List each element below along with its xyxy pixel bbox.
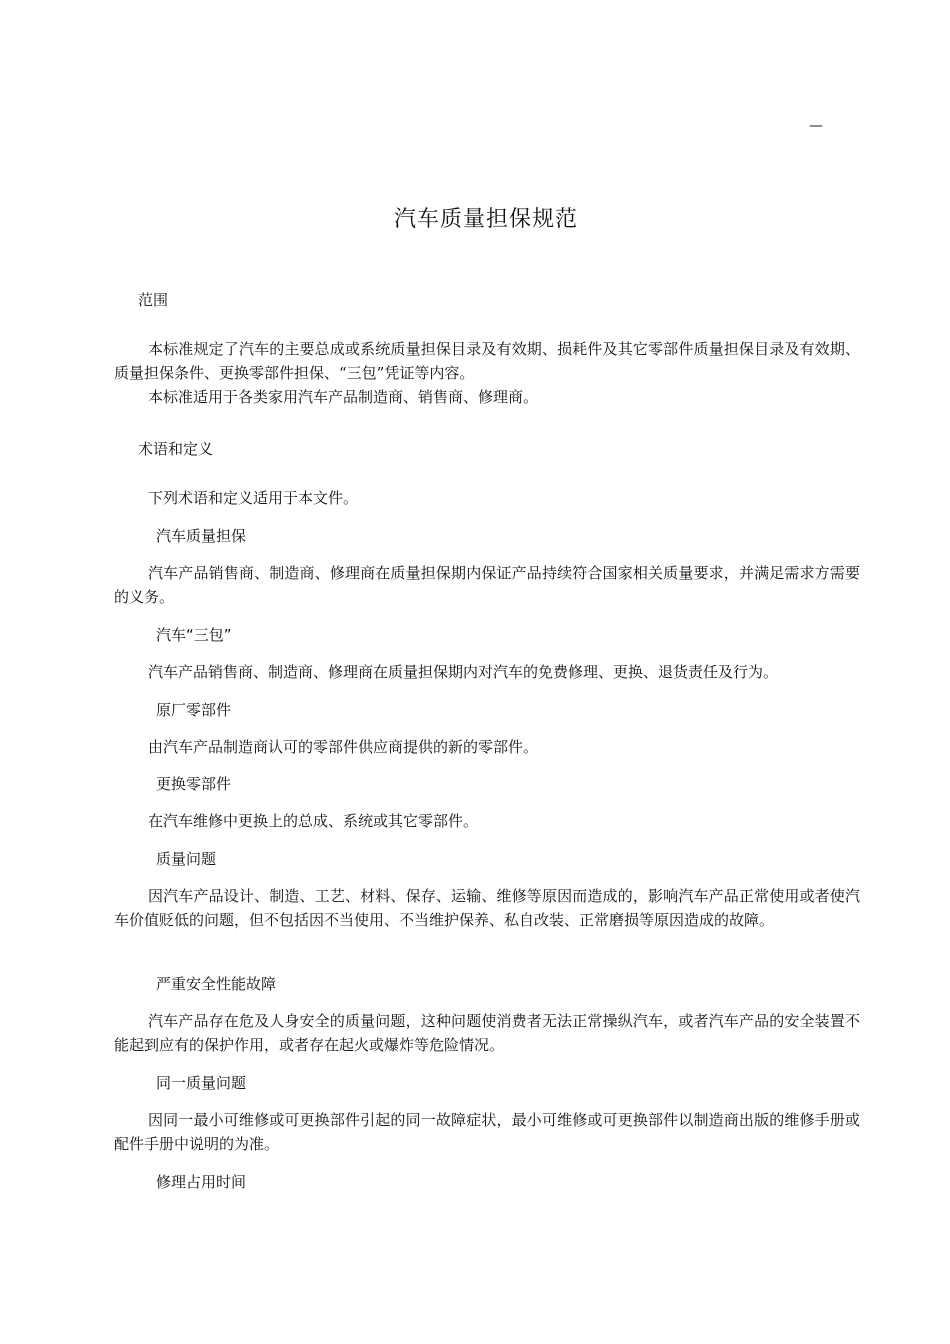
term-definition-serious-safety-fault: 汽车产品存在危及人身安全的质量问题，这种问题使消费者无法正常操纵汽车，或者汽车产品的安全装置不能起到应有的保护作用，或者存在起火或爆炸等危险情况。 [114,1012,860,1054]
term-name-serious-safety-fault: 严重安全性能故障 [156,975,277,993]
term-definition-three-guarantees: 汽车产品销售商、制造商、修理商在质量担保期内对汽车的免费修理、更换、退货责任及行为。 [148,663,779,681]
term-name-same-quality-problem: 同一质量问题 [156,1074,247,1092]
term-definition-same-quality-problem: 因同一最小可维修或可更换部件引起的同一故障症状，最小可维修或可更换部件以制造商出版的维修手册或配件手册中说明的为准。 [114,1111,860,1153]
term-definition-quality-guarantee: 汽车产品销售商、制造商、修理商在质量担保期内保证产品持续符合国家相关质量要求，并满足需求方需要的义务。 [114,564,860,606]
term-name-quality-guarantee: 汽车质量担保 [156,527,247,545]
term-name-quality-problem: 质量问题 [156,850,217,868]
term-definition-original-parts: 由汽车产品制造商认可的零部件供应商提供的新的零部件。 [148,738,539,756]
section-heading-terms: 术语和定义 [138,440,214,458]
header-dash: — [809,118,823,134]
term-name-three-guarantees: 汽车“三包” [156,626,232,644]
term-definition-replacement-parts: 在汽车维修中更换上的总成、系统或其它零部件。 [148,812,479,830]
section-heading-scope: 范围 [138,291,169,309]
scope-paragraph-1: 本标准规定了汽车的主要总成或系统质量担保目录及有效期、损耗件及其它零部件质量担保目录及有效期、质量担保条件、更换零部件担保、“三包”凭证等内容。 [114,340,860,382]
terms-intro: 下列术语和定义适用于本文件。 [148,489,359,507]
document-title: 汽车质量担保规范 [393,207,578,232]
scope-paragraph-2: 本标准适用于各类家用汽车产品制造商、销售商、修理商。 [148,388,539,406]
term-name-replacement-parts: 更换零部件 [156,775,232,793]
term-name-original-parts: 原厂零部件 [156,701,232,719]
term-name-repair-time: 修理占用时间 [156,1173,247,1191]
term-definition-quality-problem: 因汽车产品设计、制造、工艺、材料、保存、运输、维修等原因而造成的，影响汽车产品正常使用或者使汽车价值贬低的问题，但不包括因不当使用、不当维护保养、私自改装、正常磨损等原因造成的故障。 [114,887,860,929]
